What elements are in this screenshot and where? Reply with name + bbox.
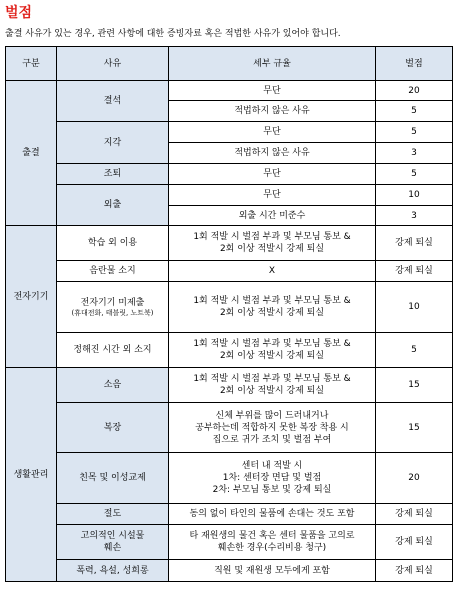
points: 20 bbox=[376, 81, 453, 101]
table-row bbox=[6, 333, 453, 368]
table-row bbox=[6, 164, 453, 185]
table-row bbox=[6, 403, 453, 453]
table-row bbox=[6, 368, 453, 403]
table-row bbox=[6, 122, 453, 143]
table-row bbox=[6, 261, 453, 282]
rule-line: 2회 이상 적발시 강제 퇴실 bbox=[219, 386, 325, 396]
rule: 무단 bbox=[169, 81, 376, 101]
rule bbox=[169, 453, 376, 504]
reason: 학습 외 이용 bbox=[57, 226, 169, 261]
rule-line: 1회 적발 시 벌점 부과 및 부모님 통보 & bbox=[193, 339, 351, 349]
rule: 무단 bbox=[169, 164, 376, 185]
reason-outing: 외출 bbox=[57, 185, 169, 226]
header-category: 구분 bbox=[6, 47, 57, 81]
reason-note: (휴대전화, 태블릿, 노트북) bbox=[71, 308, 154, 317]
points: 강제 퇴실 bbox=[376, 226, 453, 261]
points: 20 bbox=[376, 453, 453, 504]
rule: 외출 시간 미준수 bbox=[169, 206, 376, 226]
header-rule: 세부 규율 bbox=[169, 47, 376, 81]
points: 5 bbox=[376, 164, 453, 185]
points: 강제 퇴실 bbox=[376, 504, 453, 525]
reason: 정해진 시간 외 소지 bbox=[57, 333, 169, 368]
reason: 친목 및 이성교제 bbox=[57, 453, 169, 504]
reason: 폭력, 욕설, 성희롱 bbox=[57, 560, 169, 582]
rule-line: 2차: 부모님 통보 및 강제 퇴실 bbox=[212, 485, 332, 495]
points: 강제 퇴실 bbox=[376, 261, 453, 282]
reason-line: 훼손 bbox=[103, 543, 122, 553]
table-row bbox=[6, 560, 453, 582]
points: 15 bbox=[376, 403, 453, 453]
category-attendance: 출결 bbox=[6, 81, 57, 226]
penalty-table bbox=[5, 46, 453, 582]
rule bbox=[169, 282, 376, 333]
rule: 무단 bbox=[169, 185, 376, 206]
header-row bbox=[6, 47, 453, 81]
reason: 복장 bbox=[57, 403, 169, 453]
points: 5 bbox=[376, 122, 453, 143]
rule: 동의 없이 타인의 물품에 손대는 것도 포함 bbox=[169, 504, 376, 525]
table-row bbox=[6, 226, 453, 261]
rule-line: 훼손한 경우(수리비용 청구) bbox=[217, 543, 327, 553]
table-row bbox=[6, 525, 453, 560]
category-electronics: 전자기기 bbox=[6, 226, 57, 368]
rule bbox=[169, 333, 376, 368]
rule bbox=[169, 368, 376, 403]
points: 강제 퇴실 bbox=[376, 560, 453, 582]
reason-absence: 결석 bbox=[57, 81, 169, 122]
table-row bbox=[6, 185, 453, 206]
rule: 적법하지 않은 사유 bbox=[169, 101, 376, 122]
reason: 음란물 소지 bbox=[57, 261, 169, 282]
rule-line: 1회 적발 시 벌점 부과 및 부모님 통보 & bbox=[193, 374, 351, 384]
rule: 직원 및 재원생 모두에게 포함 bbox=[169, 560, 376, 582]
points: 5 bbox=[376, 101, 453, 122]
category-life: 생활관리 bbox=[6, 368, 57, 582]
reason: 소음 bbox=[57, 368, 169, 403]
points: 5 bbox=[376, 333, 453, 368]
reason-line: 전자기기 미제출 bbox=[80, 297, 145, 308]
rule bbox=[169, 403, 376, 453]
rule-line: 2회 이상 적발시 강제 퇴실 bbox=[219, 244, 325, 254]
rule-line: 공부하는데 적합하지 못한 복장 착용 시 bbox=[195, 422, 349, 433]
rule-line: 1회 적발 시 벌점 부과 및 부모님 통보 & bbox=[193, 296, 351, 306]
rule: 적법하지 않은 사유 bbox=[169, 143, 376, 164]
rule-line: 2회 이상 적발시 강제 퇴실 bbox=[219, 351, 325, 361]
page-title: 벌점 bbox=[5, 5, 33, 21]
reason-line: 고의적인 시설물 bbox=[80, 531, 145, 541]
rule-line: 2회 이상 적발시 강제 퇴실 bbox=[219, 308, 325, 318]
reason-late: 지각 bbox=[57, 122, 169, 164]
points: 10 bbox=[376, 282, 453, 333]
rule-line: 1차: 센터장 면담 및 벌점 bbox=[222, 473, 322, 483]
intro-text: 출결 사유가 있는 경우, 관련 사항에 대한 증빙자료 혹은 적법한 사유가 있어야 합니다. bbox=[5, 29, 341, 39]
reason-early-leave: 조퇴 bbox=[57, 164, 169, 185]
points: 15 bbox=[376, 368, 453, 403]
points: 3 bbox=[376, 143, 453, 164]
rule bbox=[169, 525, 376, 560]
table-row bbox=[6, 504, 453, 525]
rule-line: 센터 내 적발 시 bbox=[241, 461, 303, 471]
points: 10 bbox=[376, 185, 453, 206]
rule: X bbox=[169, 261, 376, 282]
table-row bbox=[6, 282, 453, 333]
rule bbox=[169, 226, 376, 261]
rule-line: 타 재원생의 물건 혹은 센터 물품을 고의로 bbox=[189, 531, 355, 541]
header-points: 벌점 bbox=[376, 47, 453, 81]
table-row bbox=[6, 81, 453, 101]
reason bbox=[57, 525, 169, 560]
points: 3 bbox=[376, 206, 453, 226]
rule-line: 집으로 귀가 조치 및 벌점 부여 bbox=[212, 434, 332, 445]
reason bbox=[57, 282, 169, 333]
rule: 무단 bbox=[169, 122, 376, 143]
header-reason: 사유 bbox=[57, 47, 169, 81]
rule-line: 1회 적발 시 벌점 부과 및 부모님 통보 & bbox=[193, 232, 351, 242]
reason: 절도 bbox=[57, 504, 169, 525]
rule-line: 신체 부위를 많이 드러내거나 bbox=[215, 410, 329, 421]
points: 강제 퇴실 bbox=[376, 525, 453, 560]
table-row bbox=[6, 453, 453, 504]
